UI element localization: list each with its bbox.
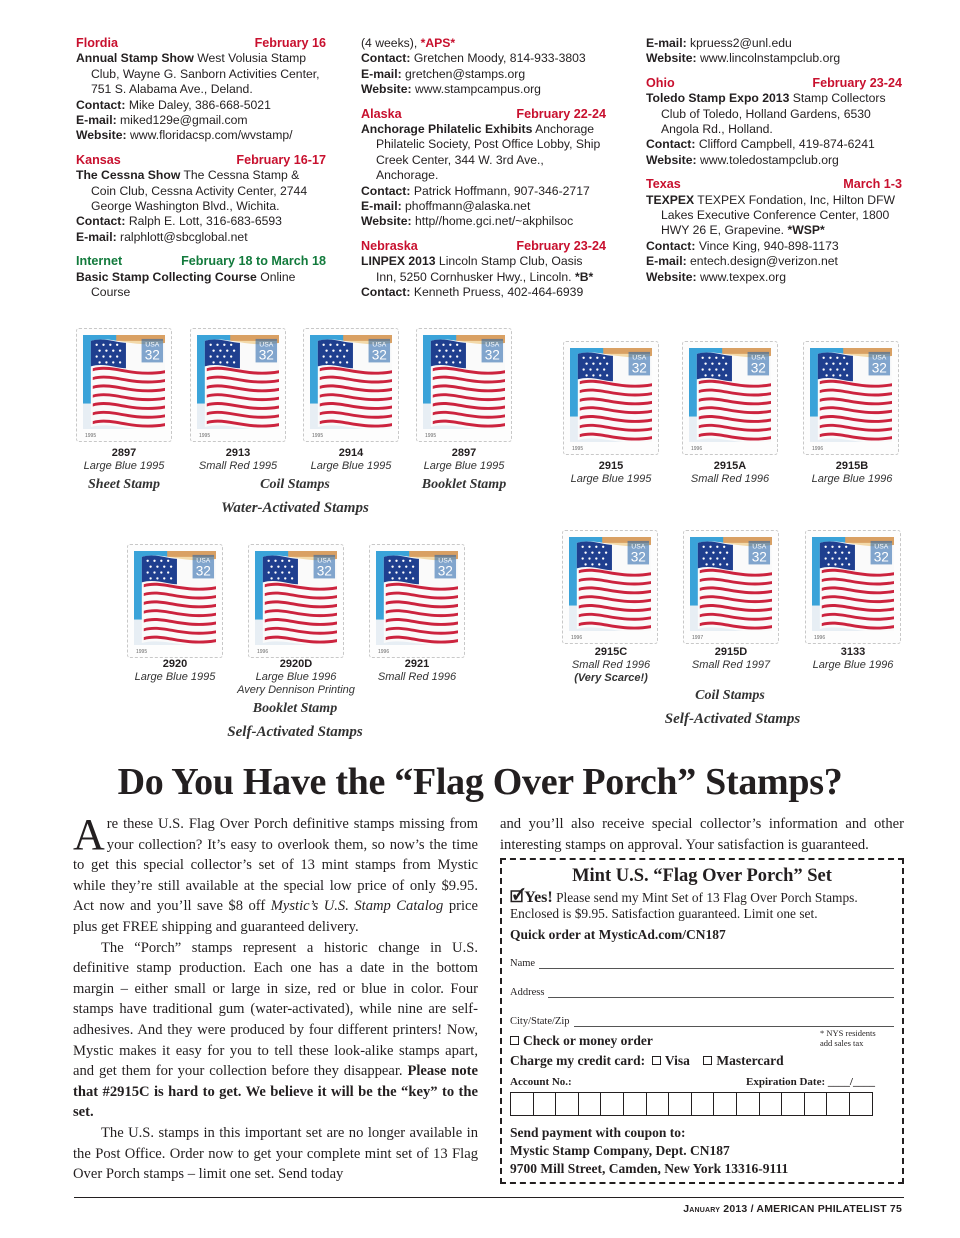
name-field[interactable] [510, 958, 894, 969]
check-money-order-option[interactable] [510, 1033, 653, 1049]
coupon-quick-order-link[interactable]: Quick order at MysticAd.com/CN187 [510, 927, 726, 942]
event-detail-line: Contact: Kenneth Pruess, 402-464-6939 [361, 285, 584, 300]
flag-over-porch-stamp [562, 530, 658, 644]
event-heading [76, 36, 326, 51]
event-detail-line: Website: http//home.gci.net/~akphilsoc [361, 214, 574, 229]
flag-stamp-image [689, 348, 771, 442]
group-self-activated-right: Self-Activated Stamps [664, 711, 801, 727]
stamp-value: 32 [437, 563, 453, 579]
event-date: February 23-24 [516, 238, 606, 253]
event-detail-line: LINPEX 2013 Lincoln Stamp Club, Oasis Inn, 5250 Cornhusker Hwy., Lincoln. *B* [361, 254, 594, 284]
stamp-description: Large Blue 1995 [423, 460, 505, 472]
flag-stamp-image [690, 537, 772, 631]
stamp-catalog-number: 2897 [451, 447, 477, 459]
ad-body-right: and you’ll also receive special collector’s information and other interesting stamps on approval. Your satisfaction is guaranteed. [500, 816, 904, 853]
stamp-catalog-number: 2914 [338, 447, 364, 459]
visa-label: Visa [664, 1053, 690, 1068]
nys-note-line: * NYS residents [820, 1028, 876, 1038]
stamp-caption [792, 460, 912, 486]
stamp-year: 1996 [814, 635, 826, 641]
event-continued [646, 36, 902, 67]
flag-stamp-image [376, 551, 458, 645]
account-digit-box[interactable] [781, 1092, 805, 1116]
stamp-year: 1996 [691, 446, 703, 452]
flag-stamp-image [310, 335, 392, 429]
flag-stamp-image [569, 537, 651, 631]
body-p2-highlight: Please note that #2915C is hard to get. We believe it will be the “key” to the set. [73, 1063, 478, 1121]
company-name: Mystic Stamp Company, Dept. CN187 [510, 1143, 730, 1158]
group-water-activated: Water-Activated Stamps [221, 500, 369, 516]
stamp-description: Large Blue 1996 [255, 671, 337, 683]
stamp-value: 32 [871, 360, 887, 376]
stamp-caption [357, 658, 477, 684]
coupon-offer-text: Please send my Mint Set of 13 Flag Over Porch Stamps. Enclosed is $9.95. Satisfaction guaranteed. Limit one set. [510, 890, 858, 921]
flag-over-porch-stamp [683, 530, 779, 644]
stamp-value: 32 [195, 563, 211, 579]
events-column-2 [361, 36, 606, 310]
stamp-catalog-number: 2920D [279, 658, 313, 670]
stamp-catalog-number: 2915B [835, 460, 869, 472]
stamp-value: 32 [750, 360, 766, 376]
footer-month: January [683, 1203, 721, 1215]
event-detail-line: Website: www.stampcampus.org [361, 82, 541, 97]
event-heading [361, 239, 606, 254]
flag-stamp-image [197, 335, 279, 429]
stamp-year: 1995 [572, 446, 584, 452]
account-number-boxes[interactable] [510, 1092, 872, 1116]
event-detail-line: Website: www.floridacsp.com/wvstamp/ [76, 128, 293, 143]
stamp-description: Small Red 1996 [377, 671, 457, 683]
event-state: Alaska [361, 106, 402, 121]
stamp-caption [178, 447, 298, 473]
order-coupon [500, 858, 904, 1184]
event-heading [646, 177, 902, 192]
company-address: 9700 Mill Street, Camden, New York 13316-9111 [510, 1161, 789, 1176]
stamp-catalog-number: 2915D [714, 646, 748, 658]
address-field[interactable] [510, 987, 894, 998]
stamp-description: Large Blue 1995 [310, 460, 392, 472]
catalog-title: Mystic’s U.S. Stamp Catalog [270, 898, 444, 915]
stamp-year: 1996 [812, 446, 824, 452]
name-line[interactable] [539, 959, 894, 969]
city-label: City/State/Zip [510, 1016, 570, 1027]
flag-over-porch-stamp [190, 328, 286, 442]
stamp-country: USA [872, 354, 887, 362]
account-digit-box[interactable] [555, 1092, 579, 1116]
stamp-country: USA [632, 354, 647, 362]
stamp-caption [793, 646, 913, 672]
event-detail-line: E-mail: gretchen@stamps.org [361, 66, 526, 81]
event-detail-line: Contact: Mike Daley, 386-668-5021 [76, 97, 271, 112]
stamp-description: Small Red 1996 [690, 473, 770, 485]
event-detail-line: Annual Stamp Show West Volusia Stamp Club, Wayne G. Sanborn Activities Center, 751 S. Alabama Ave., Deland. [76, 51, 320, 97]
account-digit-box[interactable] [600, 1092, 624, 1116]
event-date: March 1-3 [843, 177, 902, 192]
account-digit-box[interactable] [804, 1092, 828, 1116]
flag-stamp-image [812, 537, 894, 631]
account-digit-box[interactable] [623, 1092, 647, 1116]
visa-checkbox-icon[interactable] [652, 1056, 661, 1065]
address-label: Address [510, 987, 545, 998]
event-detail-line: TEXPEX TEXPEX Fondation, Inc, Hilton DFW Lakes Executive Conference Center, 1800 HWY 26 E, Grapevine. *WSP* [646, 192, 896, 238]
stamp-caption [551, 646, 671, 685]
flag-stamp-image [810, 348, 892, 442]
city-line[interactable] [574, 1017, 895, 1027]
event-detail-line: E-mail: miked129e@gmail.com [76, 113, 248, 128]
event-state: Flordia [76, 36, 118, 50]
stamp-description: Large Blue 1995 [570, 473, 652, 485]
event-detail-line: Anchorage Philatelic Exhibits Anchorage Philatelic Society, Post Office Lobby, Ship Creek Center, 344 W. 3rd Ave., Anchorage. [361, 122, 601, 183]
stamp-country: USA [438, 557, 453, 565]
mailing-address [510, 1124, 788, 1178]
group-booklet-stamp-self: Booklet Stamp [252, 701, 338, 716]
event-state: Nebraska [361, 238, 418, 253]
group-coil-stamps-water: Coil Stamps [260, 477, 330, 492]
stamp-year: 1996 [378, 649, 390, 655]
stamp-year: 1995 [425, 433, 437, 439]
flag-stamp-image [570, 348, 652, 442]
stamp-year: 1996 [257, 649, 269, 655]
account-digit-box[interactable] [533, 1092, 557, 1116]
event-detail-line: Contact: Ralph E. Lott, 316-683-6593 [76, 214, 282, 229]
flag-over-porch-stamp [76, 328, 172, 442]
stamp-note: Avery Dennison Printing [237, 684, 355, 696]
flag-over-porch-stamp [803, 341, 899, 455]
event-detail-line: E-mail: ralphlott@sbcglobal.net [76, 229, 248, 244]
stamp-country: USA [752, 543, 767, 551]
event-listing [361, 107, 606, 230]
group-sheet-stamp: Sheet Stamp [88, 477, 160, 492]
flag-stamp-image [423, 335, 505, 429]
account-digit-box[interactable] [668, 1092, 692, 1116]
stamp-description: Large Blue 1995 [83, 460, 165, 472]
stamp-caption [551, 460, 671, 486]
stamp-year: 1995 [312, 433, 324, 439]
page-footer [683, 1203, 902, 1215]
stamp-catalog-number: 2915C [594, 646, 628, 658]
stamp-note: (Very Scarce!) [574, 672, 648, 684]
account-digit-box[interactable] [849, 1092, 873, 1116]
event-detail-line: (4 weeks), *APS* [361, 36, 456, 50]
city-state-zip-field[interactable] [510, 1016, 894, 1027]
stamp-country: USA [631, 543, 646, 551]
account-digit-box[interactable] [736, 1092, 760, 1116]
body-p2: The “Porch” stamps represent a historic change in U.S. definitive stamp production. Each one has a date in the bottom margin – either small or large in size, red or blue in color. Four stamps have traditional gum (water-activated), while nine are self-adhesives. And they were produced by four different printers! Now, Mystic makes it easy for you to tell these look-alike stamps apart, and get them for your collection before they disappear. [73, 939, 478, 1080]
stamp-description: Small Red 1997 [691, 659, 771, 671]
stamp-year: 1997 [692, 635, 704, 641]
stamp-value: 32 [316, 563, 332, 579]
stamp-catalog-number: 2915A [713, 460, 747, 472]
mastercard-label: Mastercard [716, 1053, 784, 1068]
footer-issue-page: 2013 / AMERICAN PHILATELIST 75 [720, 1203, 902, 1215]
event-detail-line: Contact: Clifford Campbell, 419-874-6241 [646, 137, 875, 152]
account-digit-box[interactable] [578, 1092, 602, 1116]
event-detail-line: The Cessna Show The Cessna Stamp & Coin Club, Cessna Activity Center, 2744 George Washington Blvd., Wichita. [76, 168, 308, 214]
flag-over-porch-stamp [416, 328, 512, 442]
event-state: Kansas [76, 152, 121, 167]
event-date: February 23-24 [812, 75, 902, 90]
flag-stamp-image [83, 335, 165, 429]
stamp-caption [404, 447, 524, 473]
stamp-country: USA [751, 354, 766, 362]
stamp-country: USA [372, 341, 387, 349]
stamp-catalog-number: 2921 [404, 658, 430, 670]
account-digit-box[interactable] [510, 1092, 534, 1116]
event-detail-line: E-mail: entech.design@verizon.net [646, 254, 838, 269]
event-detail-line: E-mail: phoffmann@alaska.net [361, 199, 531, 214]
stamp-year: 1995 [85, 433, 97, 439]
stamp-description: Small Red 1995 [198, 460, 278, 472]
event-detail-line: Website: www.texpex.org [646, 269, 786, 284]
credit-card-option [510, 1053, 784, 1069]
name-label: Name [510, 958, 536, 969]
stamp-catalog-number: 3133 [840, 646, 866, 658]
stamp-value: 32 [631, 360, 647, 376]
event-detail-line: Toledo Stamp Expo 2013 Stamp Collectors Club of Toledo, Holland Gardens, 6530 Angola Rd., Holland. [646, 91, 886, 137]
stamp-year: 1996 [571, 635, 583, 641]
event-state: Ohio [646, 75, 675, 90]
stamp-value: 32 [751, 549, 767, 565]
stamp-description: Large Blue 1996 [811, 473, 893, 485]
ad-body-left [73, 810, 478, 1185]
account-number-label: Account No.: [510, 1076, 572, 1088]
flag-over-porch-stamp [303, 328, 399, 442]
stamp-value: 32 [371, 347, 387, 363]
event-detail-line: Website: www.toledostampclub.org [646, 152, 839, 167]
coupon-title: Mint U.S. “Flag Over Porch” Set [572, 866, 832, 886]
account-digit-box[interactable] [713, 1092, 737, 1116]
group-coil-stamps-self: Coil Stamps [695, 688, 765, 703]
flag-over-porch-stamp [563, 341, 659, 455]
body-p1-b: price plus get FREE shipping and guaranteed delivery. [73, 898, 478, 935]
event-detail-line: Website: www.lincolnstampclub.org [646, 51, 841, 66]
event-heading [76, 254, 326, 269]
event-continued [361, 36, 606, 98]
stamp-value: 32 [144, 347, 160, 363]
events-column-1 [76, 36, 326, 310]
stamp-caption [64, 447, 184, 473]
flag-stamp-image [134, 551, 216, 645]
group-self-activated-left: Self-Activated Stamps [227, 724, 363, 740]
stamp-country: USA [874, 543, 889, 551]
stamp-year: 1995 [136, 649, 148, 655]
event-heading [646, 76, 902, 91]
stamp-catalog-number: 2915 [598, 460, 624, 472]
coupon-yes: Yes! [524, 889, 553, 906]
flag-over-porch-stamp [805, 530, 901, 644]
event-listing [361, 239, 606, 301]
footer-rule [74, 1197, 904, 1198]
stamp-caption [670, 460, 790, 486]
flag-over-porch-stamp [248, 544, 344, 658]
event-detail-line: Contact: Vince King, 940-898-1173 [646, 238, 839, 253]
body-p1-a: re these U.S. Flag Over Porch definitive stamps missing from your collection? It’s easy to overlook them, so now’s the time to get this special collector’s set of 13 mint stamps from Mystic while they’re still available at the special low price of only $9.95. Act now and you’ll save $8 off [73, 816, 478, 915]
send-payment-label: Send payment with coupon to: [510, 1125, 686, 1140]
stamp-value: 32 [630, 549, 646, 565]
checkbox-icon[interactable] [510, 1036, 519, 1045]
stamp-catalog-number: 2913 [225, 447, 251, 459]
event-date: February 18 to March 18 [181, 254, 326, 269]
flag-stamp-image [255, 551, 337, 645]
event-heading [76, 153, 326, 168]
event-listing [646, 177, 902, 285]
event-listing [646, 76, 902, 168]
stamp-value: 32 [258, 347, 274, 363]
mastercard-checkbox-icon[interactable] [703, 1056, 712, 1065]
stamp-year: 1995 [199, 433, 211, 439]
nys-tax-note [820, 1028, 876, 1048]
group-booklet-stamp-water: Booklet Stamp [421, 477, 507, 492]
drop-cap: A [73, 810, 105, 859]
ad-headline: Do You Have the “Flag Over Porch” Stamps? [117, 761, 843, 803]
flag-over-porch-stamp [369, 544, 465, 658]
stamp-value: 32 [484, 347, 500, 363]
stamp-country: USA [317, 557, 332, 565]
event-listing [76, 36, 326, 144]
stamp-description: Large Blue 1995 [134, 671, 216, 683]
stamp-catalog-number: 2920 [162, 658, 188, 670]
stamp-description: Large Blue 1996 [812, 659, 894, 671]
stamp-catalog-number: 2897 [111, 447, 137, 459]
check-money-label: Check or money order [523, 1033, 653, 1048]
stamp-caption [671, 646, 791, 672]
event-date: February 16 [254, 36, 326, 50]
event-listing [76, 254, 326, 300]
event-detail-line: Basic Stamp Collecting Course Online Course [76, 269, 296, 300]
stamp-caption [291, 447, 411, 473]
stamp-value: 32 [873, 549, 889, 565]
coupon-yes-text [510, 890, 894, 922]
stamp-caption [115, 658, 235, 684]
account-digit-box[interactable] [759, 1092, 783, 1116]
account-digit-box[interactable] [826, 1092, 850, 1116]
account-digit-box[interactable] [646, 1092, 670, 1116]
event-date: February 16-17 [236, 152, 326, 167]
event-detail-line: Contact: Patrick Hoffmann, 907-346-2717 [361, 183, 590, 198]
expiration-date-field[interactable]: Expiration Date: ____/____ [746, 1076, 875, 1088]
event-state: Internet [76, 254, 123, 269]
address-line[interactable] [548, 988, 894, 998]
event-date: February 22-24 [516, 106, 606, 121]
stamp-caption [236, 658, 356, 697]
account-digit-box[interactable] [691, 1092, 715, 1116]
body-p3: The U.S. stamps in this important set are no longer available in the Post Office. Order now to get your complete mint set of 13 Flag Over Porch stamps – limit one set. Send today [73, 1124, 478, 1183]
event-listing [76, 153, 326, 245]
stamp-description: Small Red 1996 [571, 659, 651, 671]
flag-over-porch-stamp [682, 341, 778, 455]
nys-note-line: add sales tax [820, 1038, 864, 1048]
charge-card-label: Charge my credit card: [510, 1053, 646, 1068]
checkbox-checked-icon[interactable]: 🗹 [510, 889, 525, 906]
stamp-country: USA [259, 341, 274, 349]
event-detail-line: Contact: Gretchen Moody, 814-933-3803 [361, 51, 586, 66]
event-heading [361, 107, 606, 122]
stamp-country: USA [145, 341, 160, 349]
event-state: Texas [646, 177, 681, 192]
events-column-3 [646, 36, 902, 294]
event-detail-line: E-mail: kpruess2@unl.edu [646, 36, 792, 50]
stamp-country: USA [485, 341, 500, 349]
flag-over-porch-stamp [127, 544, 223, 658]
stamp-country: USA [196, 557, 211, 565]
